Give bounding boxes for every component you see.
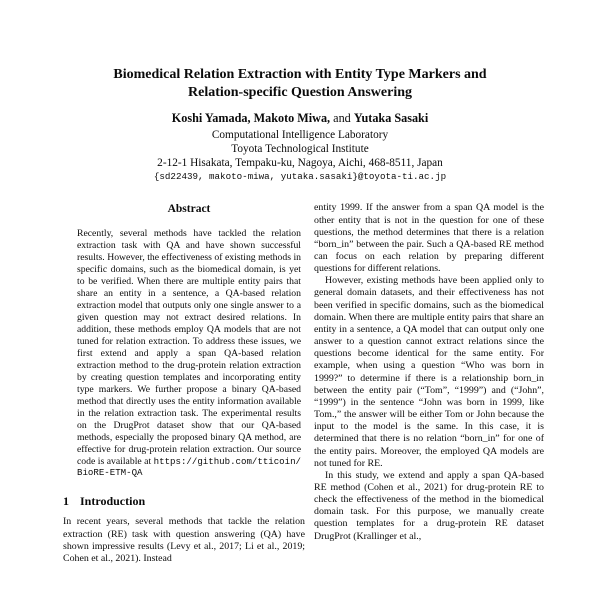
section-title: Introduction [80,494,146,509]
affiliation-block [0,129,600,170]
author-group-2: Yutaka Sasaki [353,111,429,125]
paper-header [0,0,600,182]
body-paragraph-continuation: entity 1999. If the answer from a span QA model is the other entity that is not in the question for one of these questions, the method determines that there is a relation “born_in” between the pair. Such a QA-based RE method can focus on each relation by preparing different questions for different relations. [314,202,544,275]
affiliation-lab: Computational Intelligence Laboratory [211,129,389,141]
body-paragraph-3: In this study, we extend and apply a span QA-based RE method (Cohen et al., 2021) for drug-protein RE to check the effectiveness of the method in the biomedical domain task. For this purpose, we manually create question templates for a drug-protein RE dataset DrugProt (Krallinger et al., [314,469,544,542]
affiliation-address: 2-12-1 Hisakata, Tempaku-ku, Nagoya, Aichi, 468-8511, Japan [157,156,443,169]
code-url-link[interactable]: https://github.com/tticoin/BioRE-ETM-QA [77,455,302,479]
abstract-text [77,228,301,479]
right-column [314,202,544,542]
paper-title-line-1: Biomedical Relation Extraction with Entity Type Markers and [113,67,487,82]
affiliation-institute: Toyota Technological Institute [231,142,369,155]
and-connector: and [330,111,354,125]
two-column-body [0,202,600,565]
paper-title-line-2: Relation-specific Question Answering [188,84,412,100]
section-number: 1 [63,494,69,509]
left-column [63,202,305,565]
abstract-body-text: Recently, several methods have tackled the relation extraction task with QA and have shown successful results. However, the effectiveness of existing methods in specific domains, such as the biomedical domain, is yet to be verified. When there are multiple entity pairs that share an entity in a sentence, a QA-based relation extraction model that outputs only one single answer to a given question may not extract desired relations. In addition, these methods employ QA models that are not tuned for relation extraction. To address these issues, we first extend and apply a span QA-based relation extraction method to the drug-protein relation extraction by creating question templates and incorporating entity type markers. We further propose a binary QA-based method that directly uses the entity information available in the relation extraction task. The experimental results on the DrugProt dataset show that our QA-based methods, especially the proposed binary QA method, are effective for drug-protein relation extraction. Our source code is available at [77,228,301,467]
authors-line [0,111,600,126]
intro-paragraph: In recent years, several methods that tackle the relation extraction (RE) task with question answering (QA) have shown impressive results (Levy et al., 2017; Li et al., 2019; Cohen et al., 2021). Instead [63,516,305,564]
author-group-1: Koshi Yamada, Makoto Miwa, [171,111,331,125]
authors-email: {sd22439, makoto-miwa, yutaka.sasaki}@toyota-ti.ac.jp [153,171,447,183]
section-heading-introduction [63,494,305,509]
body-paragraph-2: However, existing methods have been applied only to general domain datasets, and their effectiveness has not been verified in specific domains, such as the biomedical domain. When there are multiple entity pairs that share an entity in a sentence, a QA model that can output only one answer to a question cannot extract relations since the questions become identical for the same entity. For example, when using a question “Who was born in 1999?” to determine if there is a relationship born_in between the entity pair (“Tom”, “1999”) and (“John”, “1999”) in the sentence “John was born in 1999, like Tom.,” the answer will be either Tom or John because the input to the model is the same. In this case, it is determined that there is no relation “born_in” for one of the entity pairs. Moreover, the employed QA models are not tuned for RE. [314,275,544,469]
abstract-section [63,202,305,479]
abstract-heading: Abstract [167,203,211,216]
